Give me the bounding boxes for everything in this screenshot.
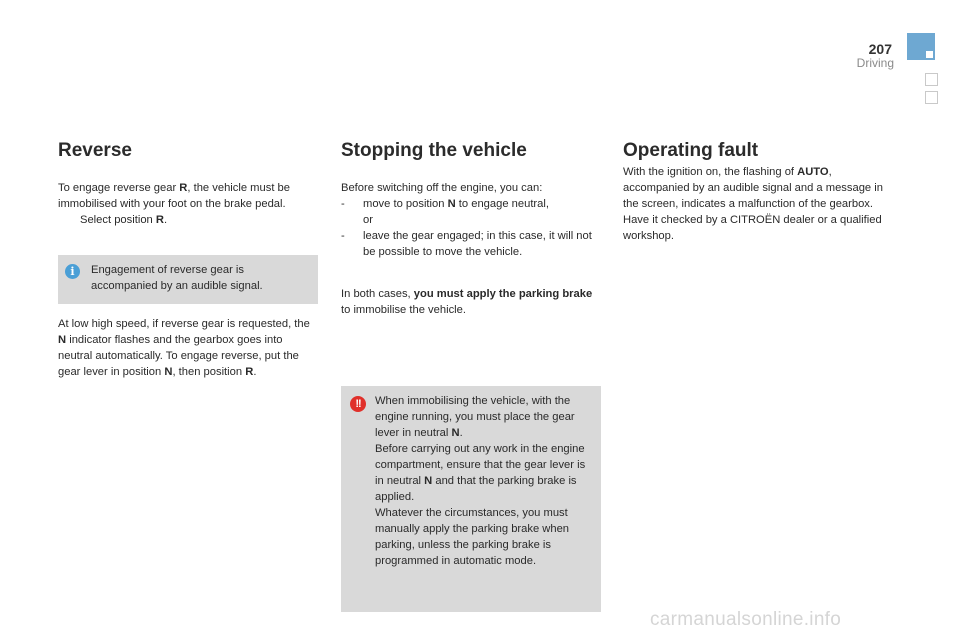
stopping-heading: Stopping the vehicle <box>341 140 527 161</box>
fault-heading: Operating fault <box>623 140 759 161</box>
stopping-parking-brake: In both cases, you must apply the parking brake to immobilise the vehicle. <box>341 288 593 316</box>
reverse-intro <box>58 180 320 228</box>
info-icon: i <box>65 264 80 279</box>
section-tab-active <box>907 33 935 60</box>
or-text: or <box>363 214 373 226</box>
info-text: Engagement of reverse gear is accompanied by an audible signal. <box>91 264 263 292</box>
watermark: carmanualsonline.info <box>650 609 842 630</box>
fault-text: With the ignition on, the flashing of AUTO, accompanied by an audible signal and a message in the screen, indicates a malfunction of the gearbox. Have it checked by a CITROËN dealer or a qualified workshop. <box>623 166 883 242</box>
page-number: 207 <box>868 41 892 57</box>
stopping-intro: Before switching off the engine, you can: <box>341 182 543 194</box>
stopping-warning-box: !! When immobilising the vehicle, with the engine running, you must place the gear lever in neutral N. Before carrying out any work in the engine compartment, ensure that the gear lever is in neutral N and that the parking brake is applied. Whatever the circumstances, you must manually apply the parking brake when parking, unless the parking brake is programmed in automatic mode. <box>341 386 601 612</box>
section-title: Driving <box>856 56 894 70</box>
list-item: - leave the gear engaged; in this case, it will not be possible to move the vehicle. <box>341 230 592 258</box>
reverse-paragraph: To engage reverse gear R, the vehicle must be immobilised with your foot on the brake pedal. <box>58 182 290 210</box>
section-tab-empty <box>925 91 938 104</box>
reverse-bullet: Select position R. <box>58 212 320 228</box>
tab-square-icon <box>926 51 933 58</box>
reverse-auto-neutral: At low high speed, if reverse gear is requested, the N indicator flashes and the gearbox goes into neutral automatically. To engage reverse, put the gear lever in position N, then position R. <box>58 318 310 378</box>
reverse-heading: Reverse <box>58 140 132 161</box>
reverse-info-box <box>58 255 318 304</box>
warning-icon: !! <box>350 396 366 412</box>
section-tab-empty <box>925 73 938 86</box>
bullet-icon <box>58 212 80 228</box>
list-item: - move to position N to engage neutral, <box>341 198 549 210</box>
stopping-options <box>341 180 603 260</box>
